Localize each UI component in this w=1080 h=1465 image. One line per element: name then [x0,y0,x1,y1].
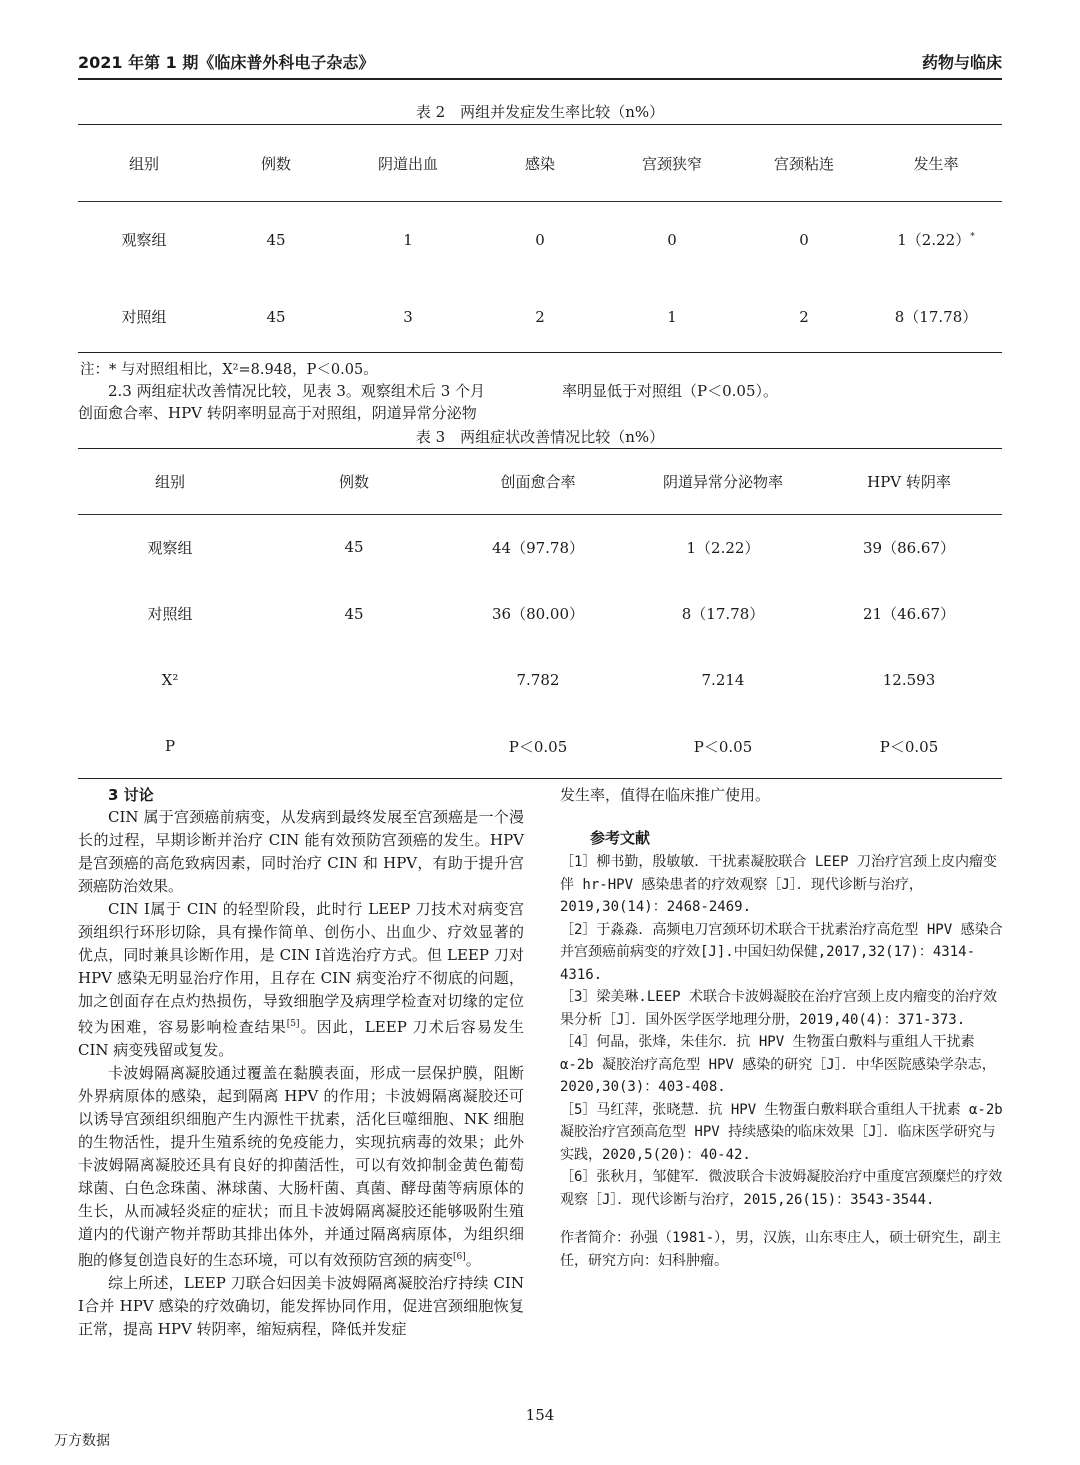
reference-item: ［4］何晶，张烽，朱佳尔．抗 HPV 生物蛋白敷料与重组人干扰素 α-2b 凝胶治疗高危型 HPV 感染的研究［J］．中华医院感染学杂志，2020,30(3)：403-408. [560,1034,996,1095]
table3 [78,449,1002,779]
paragraph-text: 。因此，LEEP 刀术后容易发生 CIN 病变残留或复发。 [78,1018,524,1059]
table-cell: 8（17.78） [894,308,978,326]
table3-header-cell: 阴道异常分泌物率 [662,473,783,491]
discussion-column [78,784,524,1341]
table-cell: 观察组 [147,538,193,557]
header-rule [78,78,1002,80]
table-cell: 0 [535,230,545,249]
table-cell: P＜0.05 [879,737,939,756]
paragraph-text: 。 [465,1251,481,1269]
table-cell: 36（80.00） [491,605,585,623]
table-cell: 45 [266,307,286,326]
discussion-paragraph-3 [78,1062,524,1272]
table-cell: 45 [266,230,286,249]
section-2-3-line2: 创面愈合率、HPV 转阴率明显高于对照组，阴道异常分泌物 [78,404,477,422]
table3-header-cell: 创面愈合率 [500,473,576,491]
table-cell: 45 [344,604,364,623]
discussion-paragraph-4: 综上所述，LEEP 刀联合妇因美卡波姆隔离凝胶治疗持续 CIN Ⅰ合并 HPV 感染的疗效确切，能发挥协同作用，促进宫颈细胞恢复正常，提高 HPV 转阴率，缩短病程，降低并发症 [78,1274,524,1338]
paragraph-text: CIN Ⅰ属于 CIN 的轻型阶段，此时行 LEEP 刀技术对病变宫颈组织行环形切除，具有操作简单、创伤小、出血少、疗效显著的优点，同时兼具诊断作用，是 CIN Ⅰ首选治疗方式。但 LEEP 刀对 HPV 感染无明显治疗作用，且存在 CIN 病变治疗不彻底的问题，加之创面存在点灼热损伤，导致细胞学及病理学检查对切缘的定位较为困难，容易影响检查结果 [78,900,524,1036]
table-cell: X² [161,671,179,689]
paragraph-text: 卡波姆隔离凝胶通过覆盖在黏膜表面，形成一层保护膜，阻断外界病原体的感染，起到隔离 HPV 的作用；卡波姆隔离凝胶还可以诱导宫颈组织细胞产生内源性干扰素，活化巨噬细胞、NK 细胞的生物活性，提升生殖系统的免疫能力，实现抗病毒的效果；此外卡波姆隔离凝胶还具有良好的抑菌活性，可以有效抑制金黄色葡萄球菌、白色念珠菌、淋球菌、大肠杆菌、真菌、酵母菌等病原体的生长，从而减轻炎症的症状；而且卡波姆隔离凝胶还能够吸附生殖道内的代谢产物并帮助其排出体外，并通过隔离病原体，为组织细胞的修复创造良好的生态环境，可以有效预防宫颈的病变 [78,1064,524,1269]
reference-item: ［1］柳书勤，殷敏敏．干扰素凝胶联合 LEEP 刀治疗宫颈上皮内瘤变伴 hr-HPV 感染患者的疗效观察［J］．现代诊断与治疗，2019,30(14)：2468-2469. [560,854,997,915]
table2-header-cell: 例数 [260,154,291,173]
table-cell [262,713,446,779]
table-cell: 2 [535,307,545,326]
table-cell: 7.214 [701,671,745,689]
table2-header-cell: 发生率 [913,154,959,173]
table-cell [262,647,446,713]
references-title: 参考文献 [590,829,651,847]
watermark: 万方数据 [54,1433,110,1449]
table-cell: 8（17.78） [681,605,765,623]
table-cell: 45 [344,538,364,556]
discussion-continuation: 发生率，值得在临床推广使用。 [560,786,771,804]
table-cell: 44（97.78） [491,538,585,557]
table-row [78,713,1002,779]
section-2-3-line1: 2.3 两组症状改善情况比较，见表 3。观察组术后 3 个月 [108,382,486,400]
discussion-title: 3 讨论 [108,786,154,804]
table-row [78,278,1002,355]
table-cell: 0 [667,230,677,249]
table-cell: 1（2.22） [686,538,760,557]
table2-header-cell: 宫颈粘连 [773,154,834,173]
table-row [78,647,1002,713]
table-cell: 对照组 [147,605,193,623]
table2-note: 注：* 与对照组相比，X²=8.948，P＜0.05。 [80,362,378,378]
page-number: 154 [525,1406,555,1424]
table2-header-cell: 宫颈狭窄 [641,154,702,173]
table3-header-cell: HPV 转阴率 [867,473,951,491]
table-cell: 7.782 [516,671,560,689]
table2-header-cell: 阴道出血 [377,154,438,173]
reference-item: ［3］梁美琳.LEEP 术联合卡波姆凝胶在治疗宫颈上皮内瘤变的治疗效果分析［J］．国外医学医学地理分册，2019,40(4)：371-373. [560,989,997,1028]
table-row [78,514,1002,580]
significance-mark: * [970,232,975,242]
citation: [6] [453,1252,466,1262]
table-row [78,580,1002,647]
table3-header-row [78,449,1002,514]
table-cell: 39（86.67） [862,538,956,557]
table-cell: 观察组 [121,231,167,249]
table-cell: P [164,737,176,755]
table-cell: 2 [799,307,809,326]
reference-item: ［6］张秋月，邹健军．微波联合卡波姆凝胶治疗中重度宫颈糜烂的疗效观察［J］．现代诊断与治疗，2015,26(15)：3543-3544. [560,1169,1003,1208]
table2-header-cell: 组别 [128,154,159,173]
author-bio: 作者简介：孙强（1981-），男，汉族，山东枣庄人，硕士研究生，副主任，研究方向：妇科肿瘤。 [560,1230,1002,1269]
citation: [5] [286,1019,300,1029]
table3-caption: 表 3 两组症状改善情况比较（n%） [415,428,665,446]
table2-header-cell: 感染 [524,154,555,173]
right-column [560,784,1004,1272]
discussion-paragraph-2 [78,898,524,1062]
table-cell: 3 [403,307,413,326]
table-cell: 0 [799,230,809,249]
table-cell-with-mark [870,201,1002,278]
table-cell: 21（46.67） [862,605,956,623]
discussion-paragraph-1: CIN 属于宫颈癌前病变，从发病到最终发展至宫颈癌是一个漫长的过程，早期诊断并治疗 CIN 能有效预防宫颈癌的发生。HPV 是宫颈癌的高危致病因素，同时治疗 CIN 和 HPV，有助于提升宫颈癌防治效果。 [78,808,524,895]
table3-header-cell: 组别 [154,473,185,491]
table-cell: 对照组 [121,308,167,326]
table-cell: P＜0.05 [508,737,568,756]
table2 [78,125,1002,355]
reference-item: ［2］于淼淼．高频电刀宫颈环切术联合干扰素治疗高危型 HPV 感染合并宫颈癌前病变的疗效[J].中国妇幼保健,2017,32(17)：4314-4316. [560,921,1003,983]
table-cell: 1 [403,230,413,249]
table-row [78,201,1002,278]
table3-header-cell: 例数 [338,473,369,491]
table-cell: P＜0.05 [693,737,753,756]
section-header: 药物与临床 [921,53,1002,72]
section-2-3-right: 率明显低于对照组（P＜0.05）。 [562,382,778,400]
table2-header-row [78,125,1002,201]
rate-value: 1（2.22） [897,231,971,249]
table-cell: 1 [667,307,677,326]
reference-item: ［5］马红萍，张晓慧．抗 HPV 生物蛋白敷料联合重组人干扰素 α-2b 凝胶治疗宫颈高危型 HPV 持续感染的临床效果［J］．临床医学研究与实践，2020,5(20)：40-42. [560,1101,1003,1163]
journal-header: 2021 年第 1 期《临床普外科电子杂志》 [78,53,375,72]
table-cell: 12.593 [882,671,936,689]
table2-caption: 表 2 两组并发症发生率比较（n%） [415,103,665,121]
